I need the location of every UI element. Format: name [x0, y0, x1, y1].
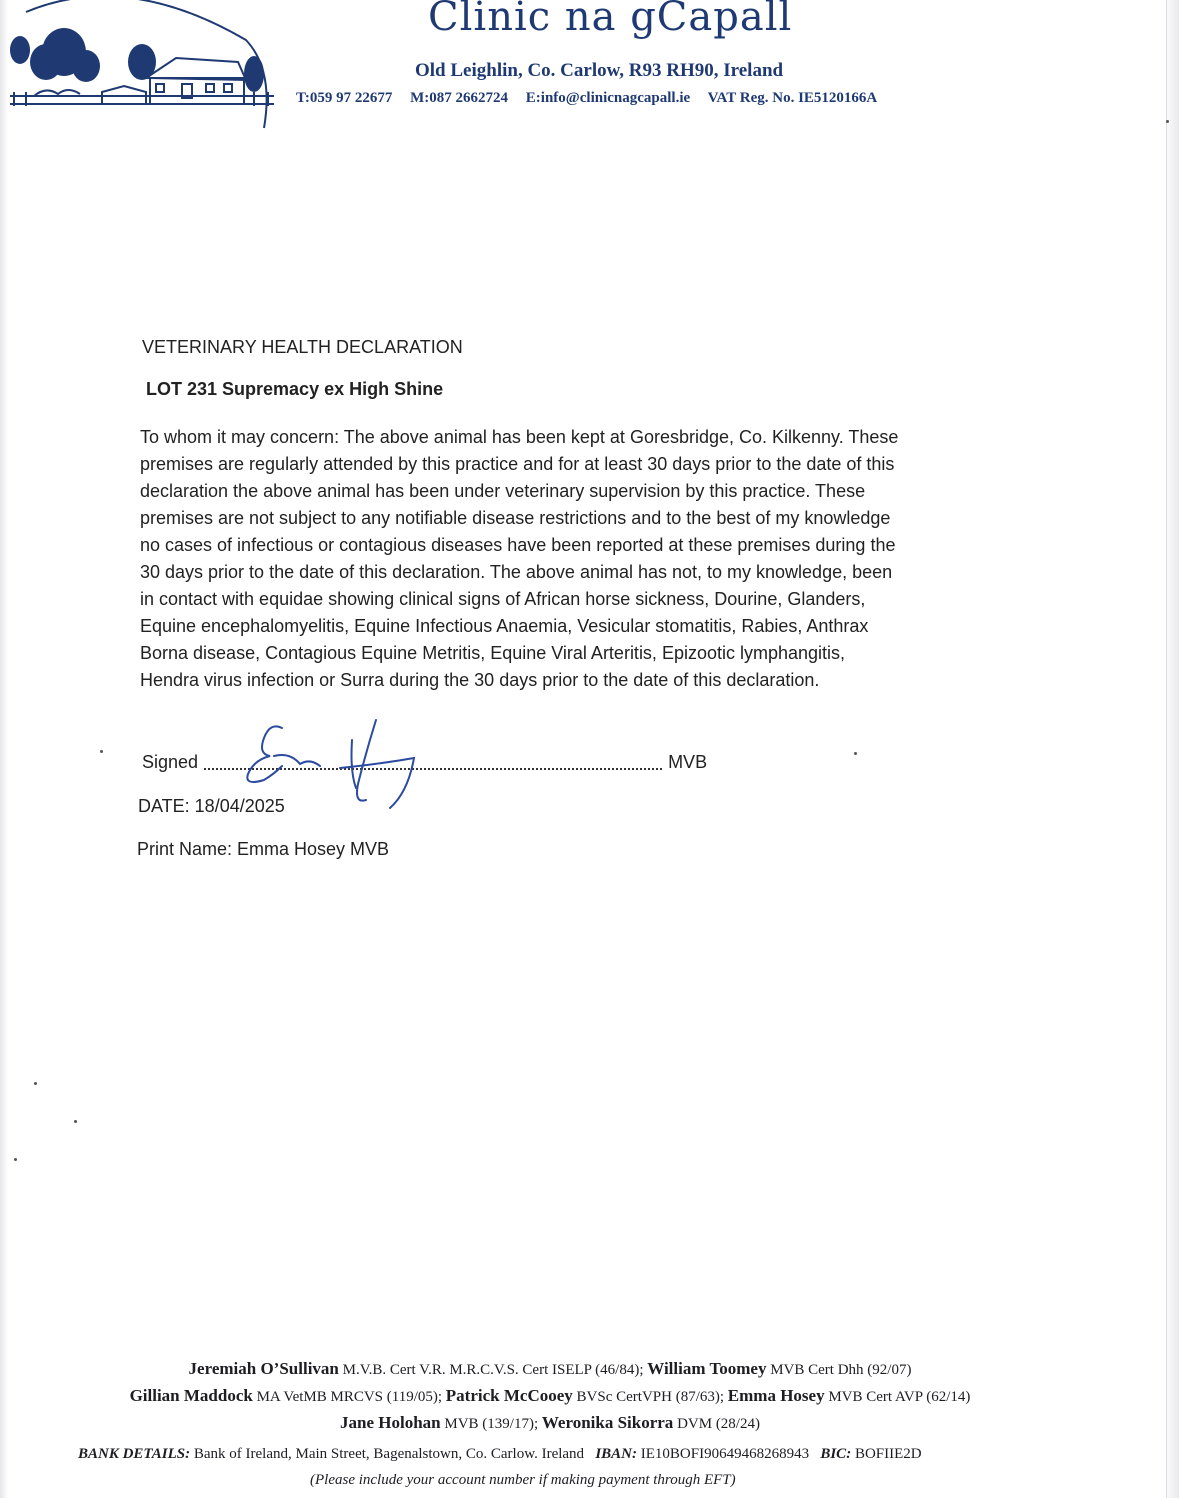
scan-speck — [854, 752, 857, 755]
staff-name: Weronika Sikorra — [541, 1413, 674, 1432]
body-line: Borna disease, Contagious Equine Metritis, Equine Viral Arteritis, Epizootic lymphangitis, — [140, 643, 846, 663]
bank-label: BANK DETAILS: — [78, 1446, 191, 1462]
body-line: Equine encephalomyelitis, Equine Infectious Anaemia, Vesicular stomatitis, Rabies, Anthrax — [140, 616, 869, 636]
body-line: declaration the above animal has been under veterinary supervision by this practice. These — [140, 481, 866, 501]
staff-quals: DVM (28/24) — [673, 1416, 760, 1432]
staff-quals: MVB Cert AVP (62/14) — [824, 1389, 971, 1405]
scan-speck — [74, 1120, 77, 1123]
body-line: in contact with equidae showing clinical signs of African horse sickness, Dourine, Glanders, — [140, 589, 866, 609]
body-line: premises are regularly attended by this practice and for at least 30 days prior to the date of this — [140, 454, 895, 474]
bank-details — [78, 1446, 922, 1463]
body-line: 30 days prior to the date of this declaration. The above animal has not, to my knowledge, been — [140, 562, 893, 582]
staff-name: Gillian Maddock — [129, 1386, 253, 1405]
clinic-contacts — [296, 90, 891, 107]
print-name: Print Name: Emma Hosey MVB — [137, 839, 390, 859]
staff-quals: MA VetMB MRCVS (119/05); — [252, 1389, 446, 1405]
document-title: VETERINARY HEALTH DECLARATION — [142, 337, 463, 357]
staff-name: Jane Holohan — [340, 1413, 441, 1432]
body-line: Hendra virus infection or Surra during the 30 days prior to the date of this declaration. — [140, 670, 820, 690]
bic-value: BOFIIE2D — [851, 1446, 922, 1462]
staff-name: William Toomey — [647, 1359, 767, 1378]
signed-suffix: MVB — [668, 752, 708, 772]
staff-row — [70, 1356, 1030, 1383]
declaration-date: DATE: 18/04/2025 — [138, 796, 285, 816]
staff-quals: M.V.B. Cert V.R. M.R.C.V.S. Cert ISELP (46/84); — [338, 1362, 648, 1378]
staff-quals: MVB Cert Dhh (92/07) — [766, 1362, 912, 1378]
staff-name: Patrick McCooey — [445, 1386, 573, 1405]
body-line: premises are not subject to any notifiable disease restrictions and to the best of my knowledge — [140, 508, 891, 528]
scan-edge-right — [1166, 0, 1179, 1498]
staff-row — [70, 1383, 1030, 1410]
staff-row — [70, 1410, 1030, 1437]
scan-speck — [1166, 120, 1169, 123]
staff-name: Emma Hosey — [727, 1386, 825, 1405]
iban-label: IBAN: — [595, 1446, 637, 1462]
bic-label: BIC: — [820, 1446, 852, 1462]
clinic-address: Old Leighlin, Co. Carlow, R93 RH90, Ireland — [415, 60, 784, 81]
staff-quals: MVB (139/17); — [440, 1416, 542, 1432]
clinic-logo — [6, 0, 274, 132]
scan-speck — [34, 1082, 37, 1085]
staff-list — [70, 1356, 1030, 1437]
body-line: no cases of infectious or contagious diseases have been reported at these premises during the — [140, 535, 896, 555]
bank-text: Bank of Ireland, Main Street, Bagenalstown, Co. Carlow. Ireland — [190, 1446, 585, 1462]
scan-edge-left — [0, 0, 8, 1498]
staff-name: Jeremiah O’Sullivan — [188, 1359, 339, 1378]
lot-heading: LOT 231 Supremacy ex High Shine — [146, 379, 444, 399]
staff-quals: BVSc CertVPH (87/63); — [572, 1389, 728, 1405]
email: E:info@clinicnagcapall.ie — [525, 90, 691, 106]
mobile: M:087 2662724 — [410, 90, 509, 106]
declaration-body — [140, 424, 990, 694]
vat-number: VAT Reg. No. IE5120166A — [707, 90, 878, 106]
body-line: To whom it may concern: The above animal has been kept at Goresbridge, Co. Kilkenny. These — [140, 427, 899, 447]
signed-label: Signed — [142, 752, 199, 772]
iban-value: IE10BOFI90649468268943 — [637, 1446, 810, 1462]
scan-speck — [100, 750, 103, 753]
scan-speck — [14, 1158, 17, 1161]
payment-note: (Please include your account number if making payment through EFT) — [310, 1472, 736, 1488]
telephone: T:059 97 22677 — [296, 90, 393, 106]
clinic-name: Clinic na gCapall — [428, 0, 793, 40]
